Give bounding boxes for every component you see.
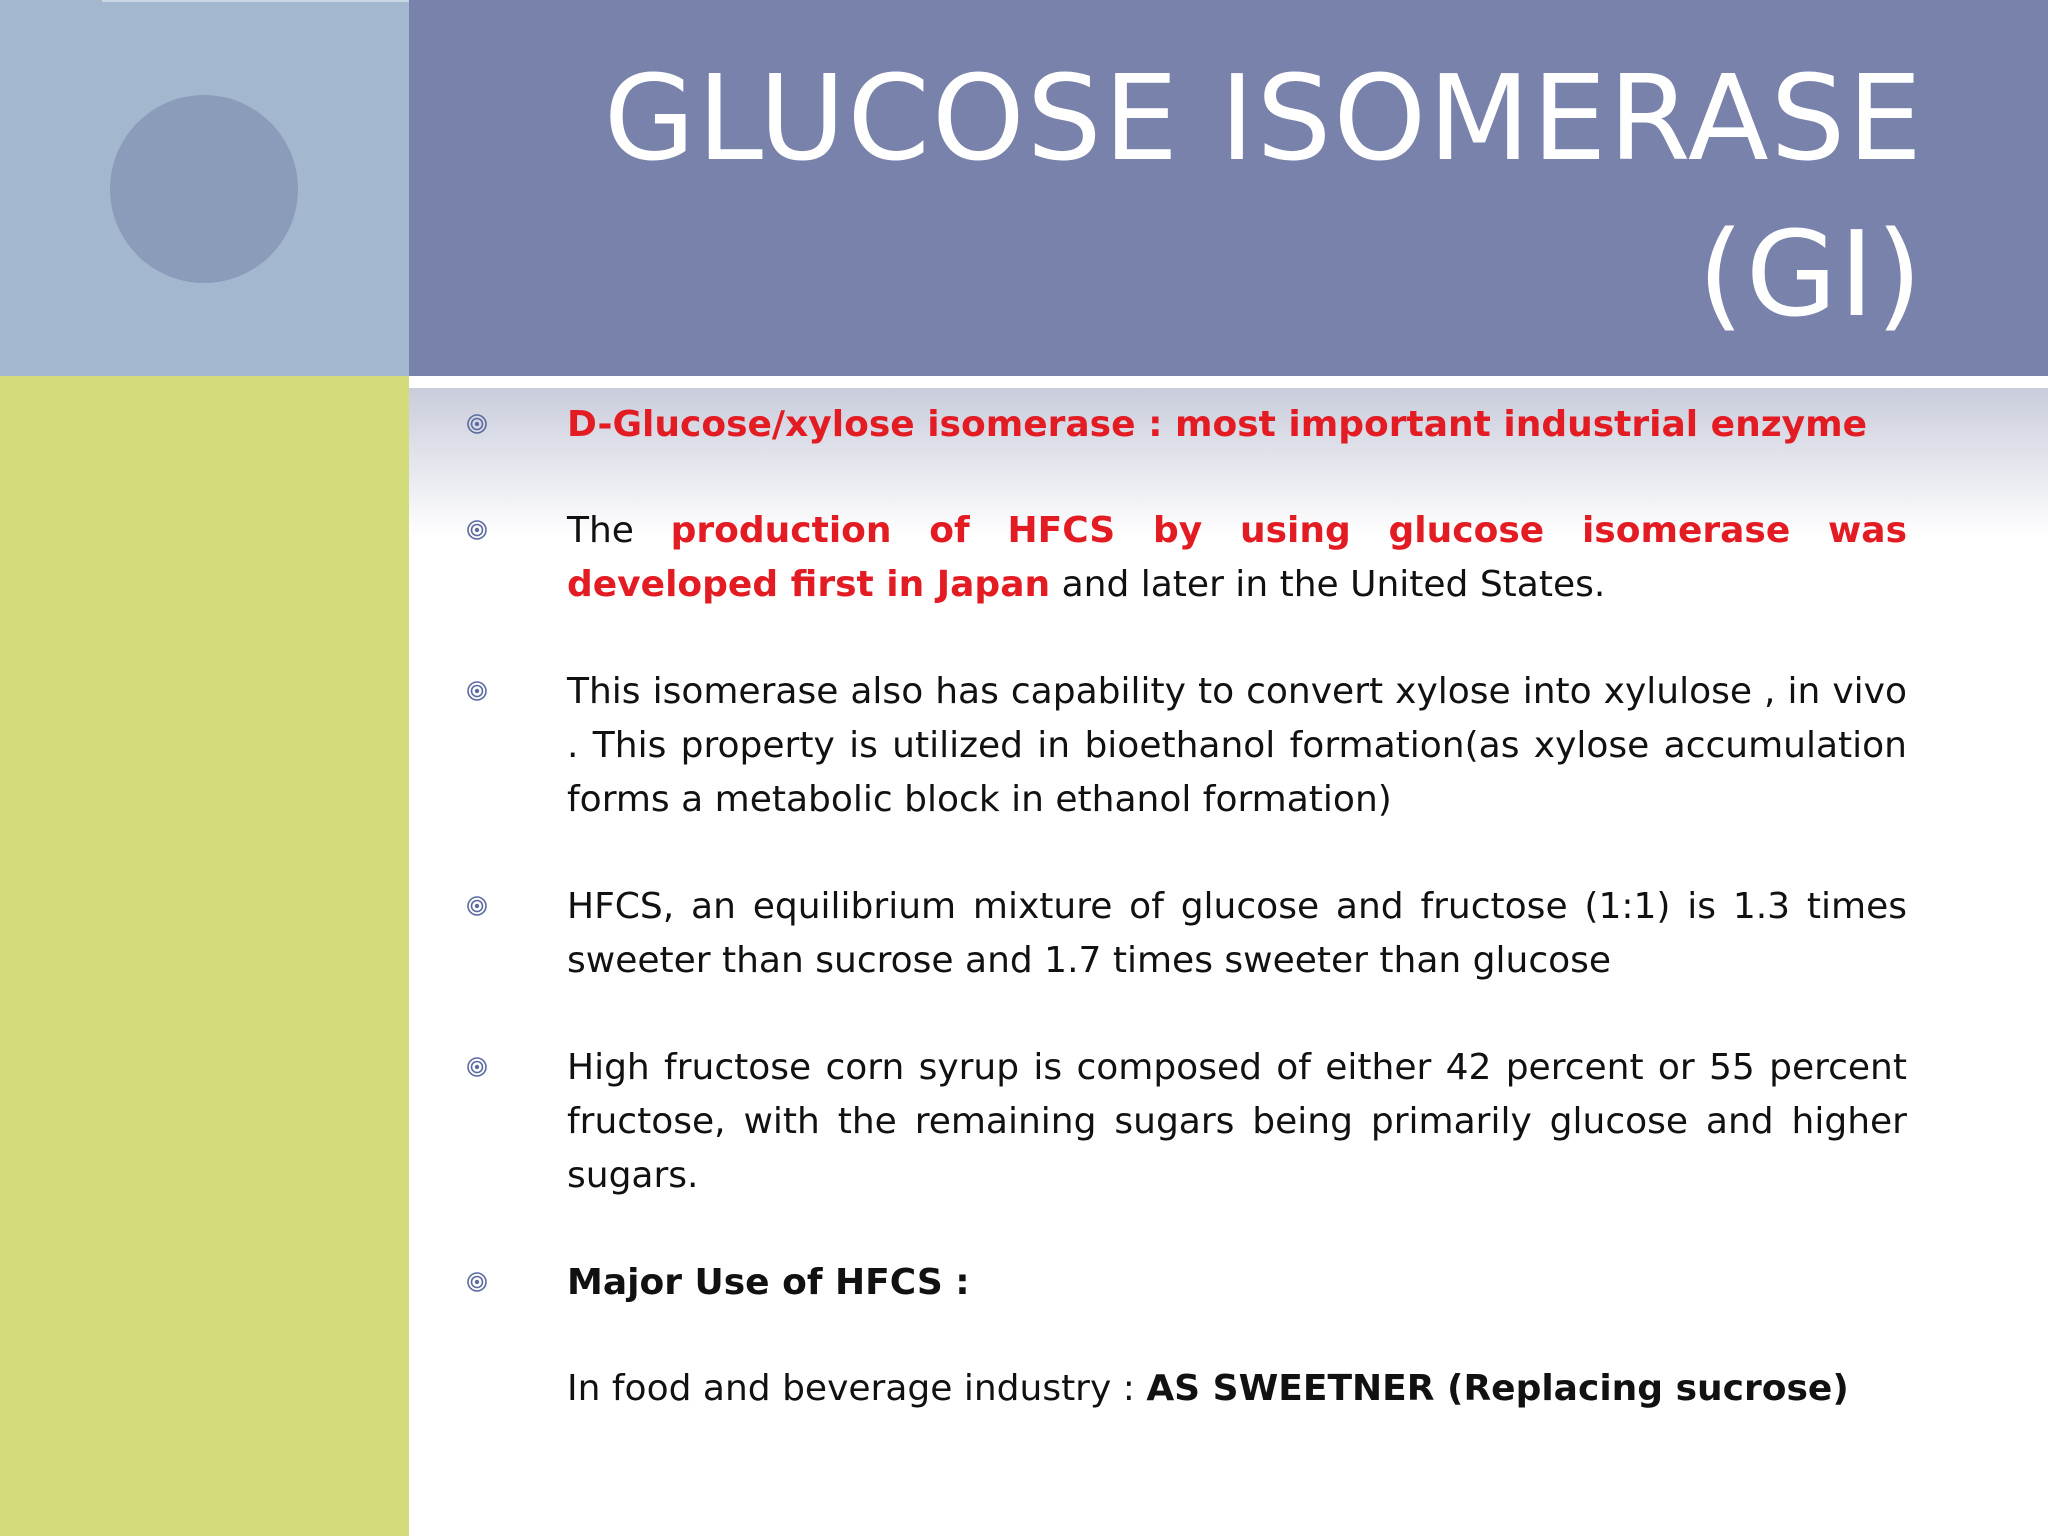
bullet-text: [567, 504, 1907, 612]
title-divider: [409, 376, 2048, 386]
slide-title-line2: (GI): [1697, 205, 1924, 343]
bullet-heading: Major Use of HFCS :: [567, 1262, 970, 1303]
concentric-circle-bullet-icon: [467, 1272, 487, 1292]
bullet-highlight: production of HFCS by using glucose isomerase was developed first in Japan: [567, 510, 1908, 605]
bullet-text: [567, 398, 1907, 452]
concentric-circle-bullet-icon: [467, 1057, 487, 1077]
sub-item-text: [567, 1362, 1907, 1416]
bullet-highlight: D-Glucose/xylose isomerase : most important industrial enzyme: [567, 404, 1868, 445]
bullet-text-post: and later in the United States.: [1050, 564, 1606, 605]
sub-item-pre: In food and beverage industry :: [567, 1368, 1147, 1409]
sub-item-bold: AS SWEETNER (Replacing sucrose): [1146, 1368, 1849, 1409]
concentric-circle-bullet-icon: [467, 414, 487, 434]
concentric-circle-bullet-icon: [467, 681, 487, 701]
decorative-circle: [110, 95, 298, 283]
bullet-text: HFCS, an equilibrium mixture of glucose and fructose (1:1) is 1.3 times sweeter than sucrose and 1.7 times sweeter than glucose: [567, 886, 1907, 981]
content-area: [409, 390, 2048, 1536]
top-left-line: [102, 0, 409, 2]
bullet-text: This isomerase also has capability to convert xylose into xylulose , in vivo . This property is utilized in bioethanol formation(as xylose accumulation forms a metabolic block in ethanol formation): [567, 671, 1907, 820]
bullet-text: High fructose corn syrup is composed of either 42 percent or 55 percent fructose, with the remaining sugars being primarily glucose and higher sugars.: [567, 1047, 1907, 1196]
bullet-text-pre: The: [567, 510, 671, 551]
concentric-circle-bullet-icon: [467, 520, 487, 540]
slide-title-line1: GLUCOSE ISOMERASE: [603, 49, 1924, 187]
left-strip: [0, 376, 409, 1536]
bullet-text: [567, 1256, 1907, 1310]
concentric-circle-bullet-icon: [467, 896, 487, 916]
slide-title: [524, 40, 1924, 352]
